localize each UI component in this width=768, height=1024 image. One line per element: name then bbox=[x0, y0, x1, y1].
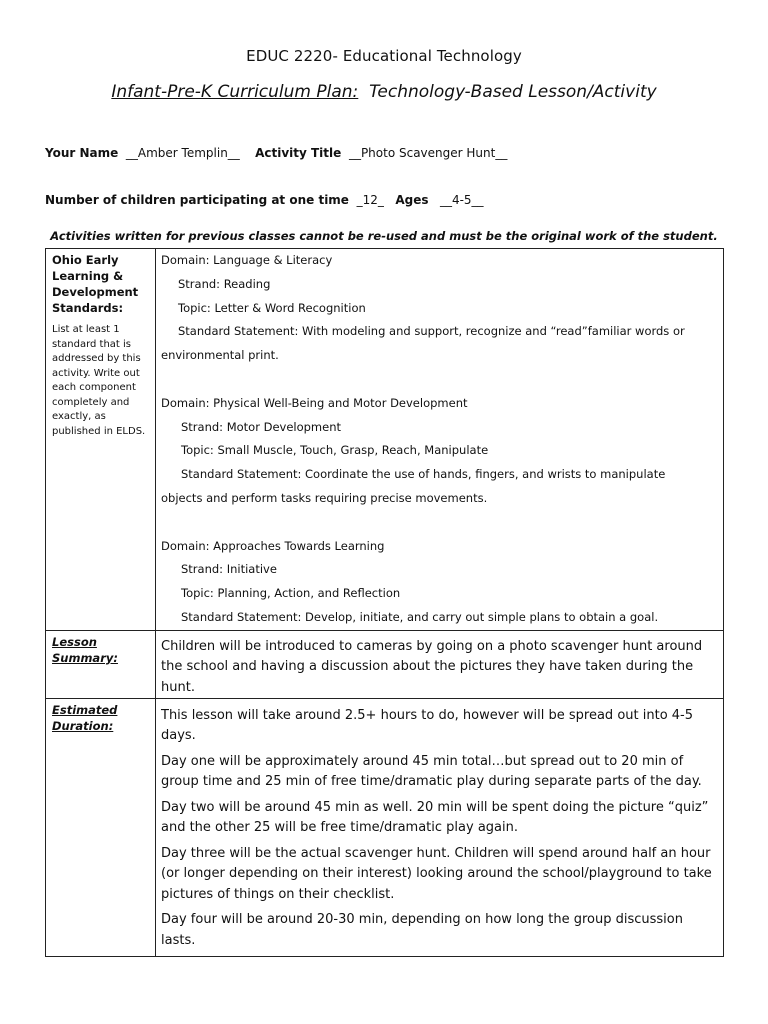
duration-label-cell bbox=[46, 698, 156, 956]
topic-line: Topic: Planning, Action, and Reflection bbox=[181, 586, 401, 601]
children-count-value: _12_ bbox=[356, 193, 384, 207]
summary-text: Children will be introduced to cameras by going on a photo scavenger hunt around the school and having a discussion about the pictures they have taken during the hunt. bbox=[161, 638, 703, 695]
standards-content-cell bbox=[156, 249, 724, 631]
duration-paragraph: Day one will be approximately around 45 min total…but spread out to 20 min of group time and 25 min of free time/dramatic play during separate parts of the day. bbox=[161, 753, 702, 790]
children-count-label: Number of children participating at one time bbox=[45, 193, 349, 207]
duration-label: Estimated Duration: bbox=[52, 702, 118, 733]
name-label: Your Name bbox=[45, 146, 119, 160]
summary-label: Lesson Summary: bbox=[52, 634, 118, 665]
duration-paragraph: Day four will be around 20-30 min, depending on how long the group discussion lasts. bbox=[161, 912, 683, 948]
name-value: __Amber Templin__ bbox=[125, 146, 240, 160]
standard-statement-line: Standard Statement: Develop, initiate, and carry out simple plans to obtain a goal. bbox=[181, 609, 659, 624]
plan-title bbox=[0, 82, 768, 102]
standards-label-cell bbox=[46, 249, 156, 631]
strand-line: Strand: Reading bbox=[178, 276, 271, 291]
curriculum-table bbox=[45, 248, 724, 957]
spacer bbox=[161, 511, 719, 535]
duration-paragraph: This lesson will take around 2.5+ hours to do, however will be spread out into 4-5 days. bbox=[161, 707, 694, 744]
spacer bbox=[161, 368, 719, 392]
summary-row bbox=[46, 630, 724, 698]
duration-paragraph: Day two will be around 45 min as well. 20 min will be spent doing the picture “quiz” and the other 25 will be free time/dramatic play again. bbox=[161, 799, 709, 836]
duration-text bbox=[161, 699, 719, 956]
standards-label: Ohio Early Learning & Development Standards: bbox=[52, 253, 139, 315]
name-activity-row bbox=[45, 146, 507, 160]
topic-line: Topic: Letter & Word Recognition bbox=[178, 300, 366, 315]
activity-title-value: __Photo Scavenger Hunt__ bbox=[348, 146, 508, 160]
standard-statement-continuation: objects and perform tasks requiring precise movements. bbox=[161, 490, 488, 505]
strand-line: Strand: Initiative bbox=[181, 562, 277, 577]
duration-content-cell bbox=[156, 698, 724, 956]
standard-statement-line: Standard Statement: Coordinate the use of hands, fingers, and wrists to manipulate bbox=[181, 467, 666, 482]
ages-value: __4-5__ bbox=[439, 193, 484, 207]
standard-statement-continuation: environmental print. bbox=[161, 348, 279, 363]
summary-content-cell bbox=[156, 630, 724, 698]
standard-statement-line: Standard Statement: With modeling and support, recognize and “read”familiar words or bbox=[178, 324, 685, 339]
ages-label: Ages bbox=[395, 193, 429, 207]
summary-label-cell bbox=[46, 630, 156, 698]
standards-row bbox=[46, 249, 724, 631]
domain-line: Domain: Language & Literacy bbox=[161, 253, 333, 267]
strand-line: Strand: Motor Development bbox=[181, 419, 342, 434]
activity-title-label: Activity Title bbox=[255, 146, 342, 160]
plan-title-underlined: Infant-Pre-K Curriculum Plan: bbox=[111, 82, 359, 102]
course-title: EDUC 2220- Educational Technology bbox=[246, 47, 522, 65]
children-ages-row bbox=[45, 193, 484, 207]
plan-title-rest: Technology-Based Lesson/Activity bbox=[369, 82, 657, 102]
standards-instructions: List at least 1 standard that is addressed by this activity. Write out each component completely and exactly, as published in ELDS. bbox=[52, 324, 146, 437]
duration-paragraph: Day three will be the actual scavenger hunt. Children will spend around half an hour (or longer depending on their interest) looking around the school/playground to take pictures of things on their checklist. bbox=[161, 845, 712, 902]
topic-line: Topic: Small Muscle, Touch, Grasp, Reach, Manipulate bbox=[181, 443, 489, 458]
domain-line: Domain: Physical Well-Being and Motor Development bbox=[161, 395, 468, 410]
duration-row bbox=[46, 698, 724, 956]
domain-line: Domain: Approaches Towards Learning bbox=[161, 538, 385, 553]
originality-notice: Activities written for previous classes cannot be re-used and must be the original work of the student. bbox=[50, 229, 718, 243]
